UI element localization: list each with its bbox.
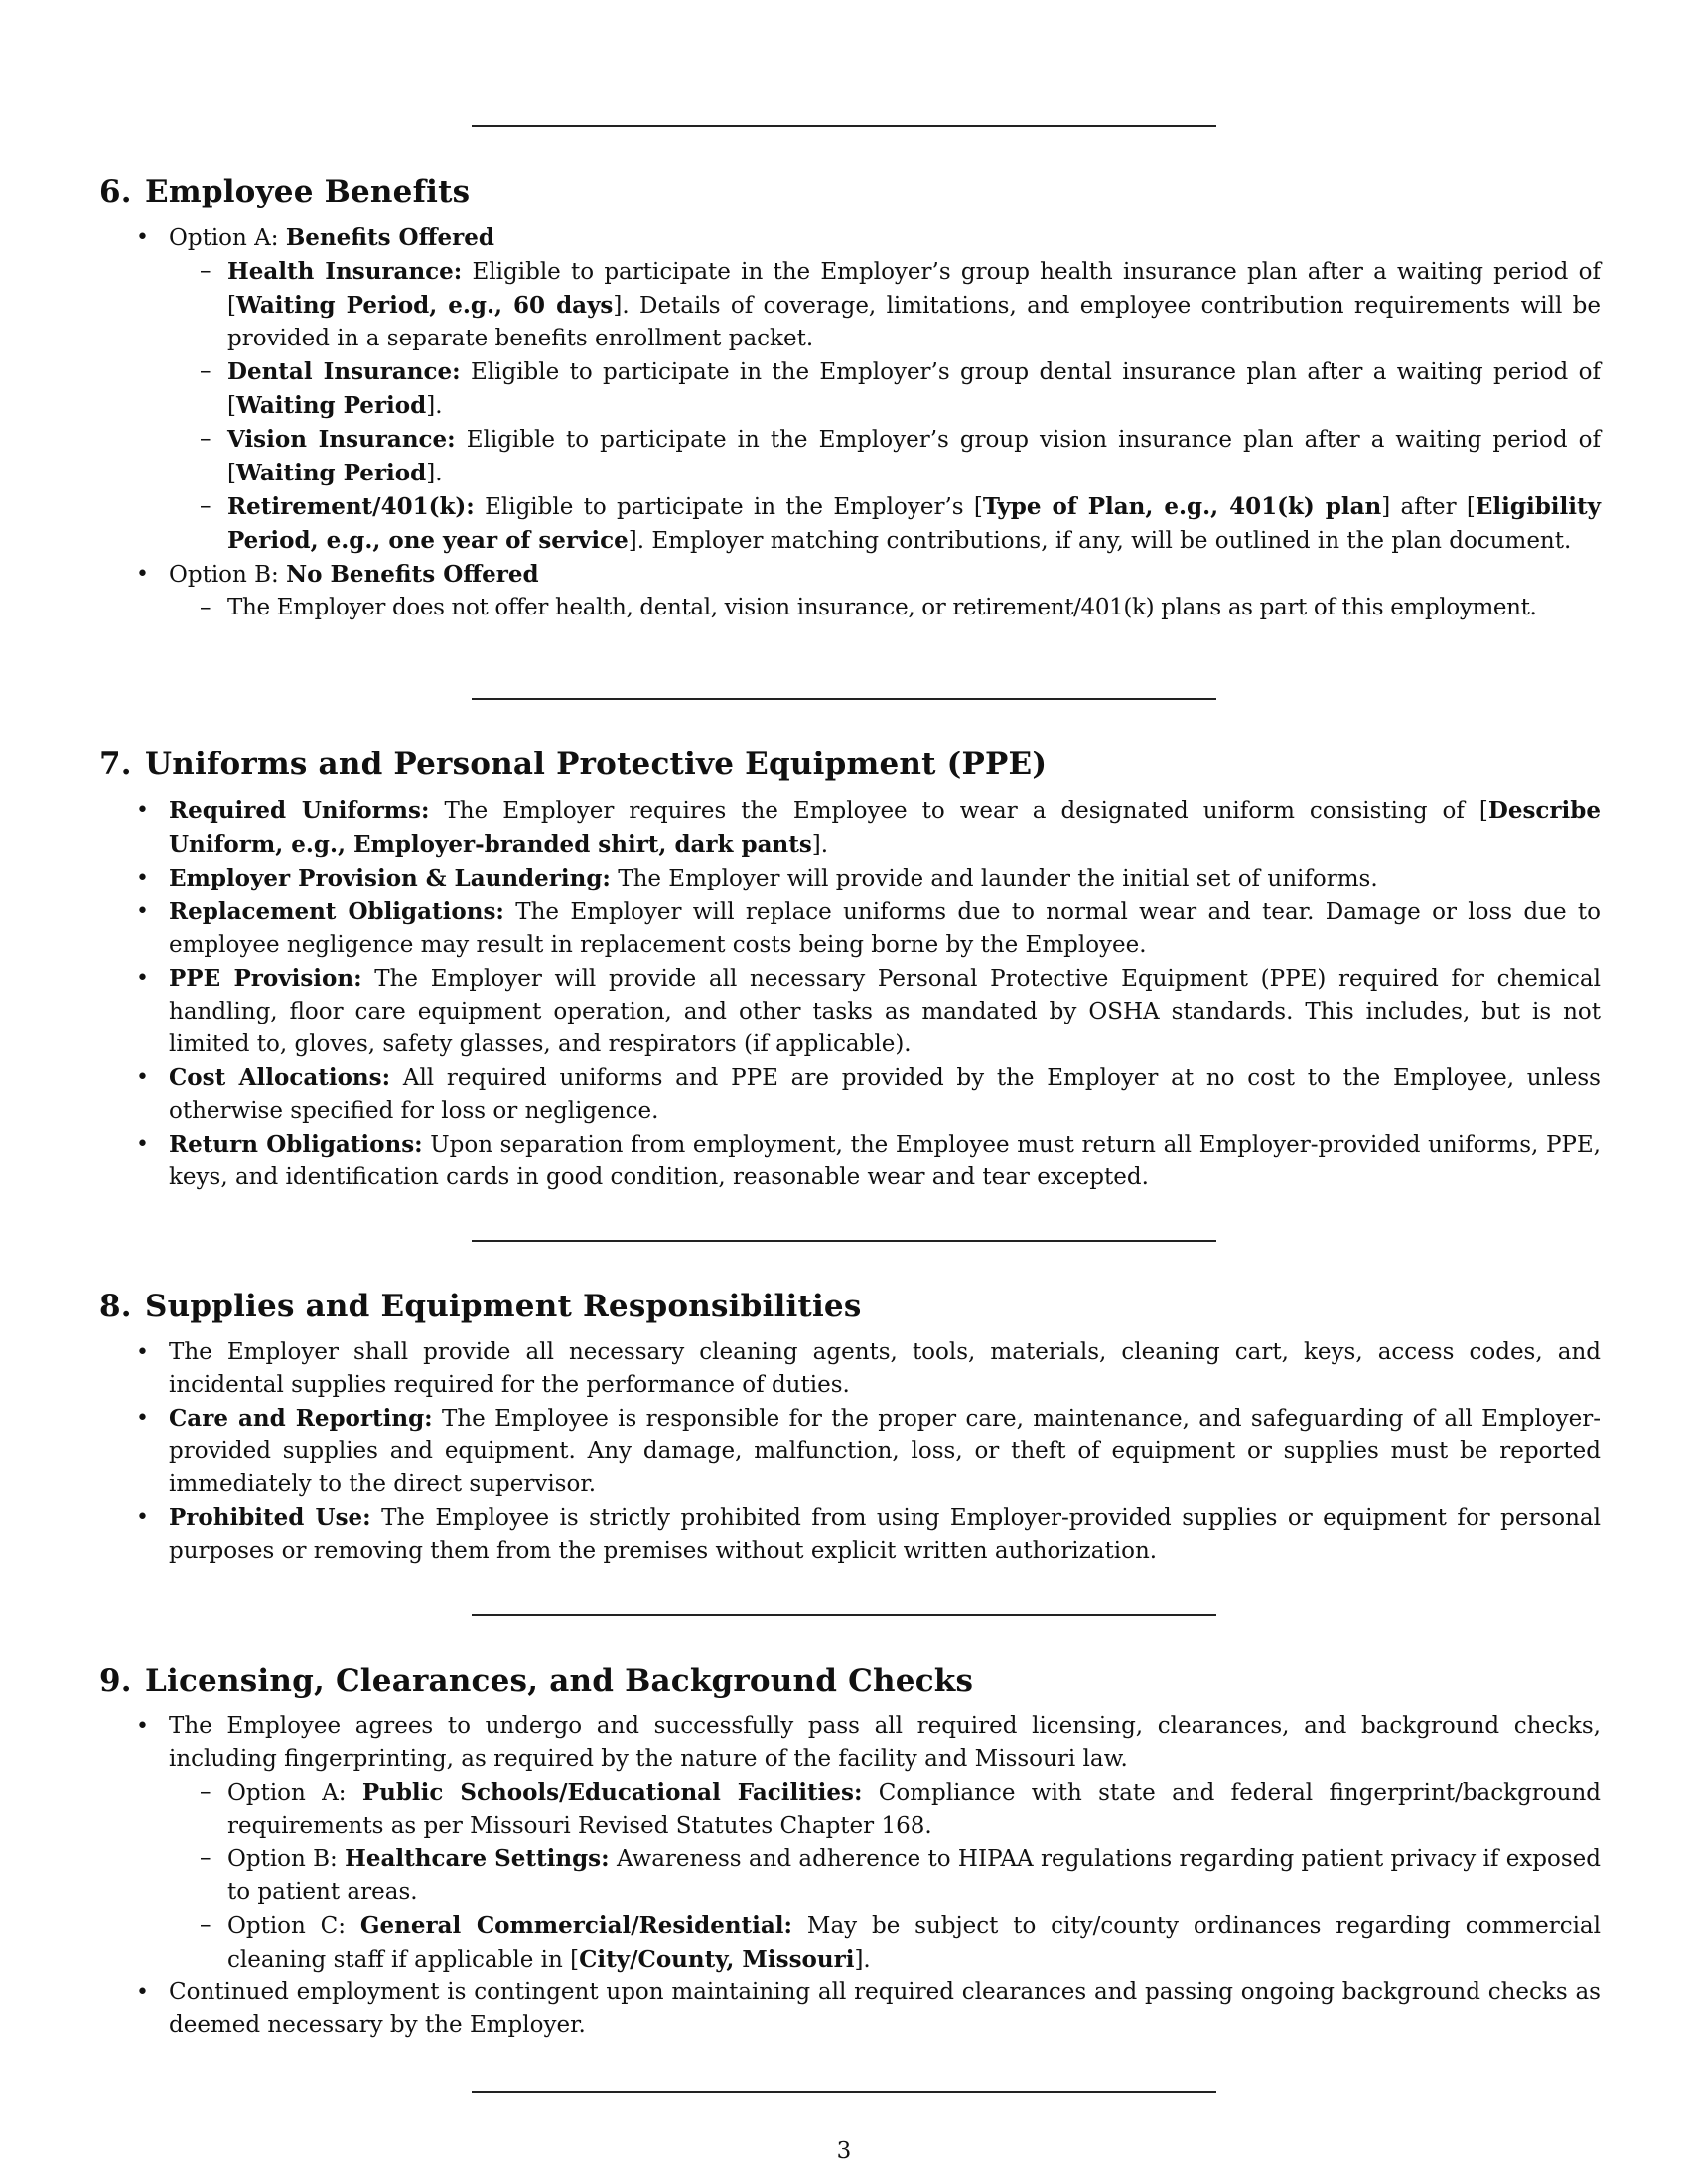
horizontal-rule [472,1614,1216,1616]
horizontal-rule [472,125,1216,127]
list-item: • Required Uniforms: The Employer requires the Employee to wear a designated uniform consisting of [Describe Uniform, e.g., Employer-branded shirt, dark pants]. [99,794,1601,862]
list-item: • Continued employment is contingent upon maintaining all required clearances and passing ongoing background checks as deemed necessary by the Employer. [99,1977,1601,2042]
list-item: – The Employer does not offer health, dental, vision insurance, or retirement/401(k) plans as part of this employment. [169,592,1601,624]
list-item: • Employer Provision & Laundering: The Employer will provide and launder the initial set of uniforms. [99,862,1601,895]
bullet-list [99,794,1601,1194]
list-item: – Option C: General Commercial/Residential: May be subject to city/county ordinances regarding commercial cleaning staff if applicable in [City/County, Missouri]. [169,1909,1601,1977]
section-supplies-equipment [99,1287,1601,1568]
sub-list [169,255,1601,558]
sub-list [169,1776,1601,1977]
section-heading: 6. Employee Benefits [99,174,471,209]
section-heading: 8. Supplies and Equipment Responsibilities [99,1289,862,1324]
bullet-list [99,1710,1601,2042]
list-item: • Care and Reporting: The Employee is responsible for the proper care, maintenance, and safeguarding of all Employer-provided supplies and equipment. Any damage, malfunction, loss, or theft of equipment or supplies must be reported immediately to the direct supervisor. [99,1402,1601,1501]
list-item: – Option B: Healthcare Settings: Awareness and adherence to HIPAA regulations regarding patient privacy if exposed to patient areas. [169,1843,1601,1909]
sub-list [169,592,1601,624]
list-item: • The Employee agrees to undergo and successfully pass all required licensing, clearances, and background checks, including fingerprinting, as required by the nature of the facility and Missouri law. – Option A: Public Schools/Educational Facilities: Compliance with state and federal fingerprint/background requirements as per Missouri Revised Statutes Chapter 168. – Option B: Healthcare Settings: Awareness and adherence to HIPAA regulations regarding patient privacy if exposed to patient areas. – Option C: General Commercial/Residential: May be subject to city/county ordinances regarding commercial cleaning staff if applicable in [City/County, Missouri]. [99,1710,1601,1977]
list-item: – Retirement/401(k): Eligible to participate in the Employer’s [Type of Plan, e.g., 401(k) plan] after [Eligibility Period, e.g., one year of service]. Employer matching contributions, if any, will be outlined in the plan document. [169,490,1601,558]
list-item: – Health Insurance: Eligible to participate in the Employer’s group health insurance plan after a waiting period of [Waiting Period, e.g., 60 days]. Details of coverage, limitations, and employee contribution requirements will be provided in a separate benefits enrollment packet. [169,255,1601,355]
section-heading: 7. Uniforms and Personal Protective Equipment (PPE) [99,747,1048,782]
list-item: • Option A: Benefits Offered – Health Insurance: Eligible to participate in the Employer’s group health insurance plan after a waiting period of [Waiting Period, e.g., 60 days]. Details of coverage, limitations, and employee contribution requirements will be provided in a separate benefits enrollment packet. – Dental Insurance: Eligible to participate in the Employer’s group dental insurance plan after a waiting period of [Waiting Period]. – Vision Insurance: Eligible to participate in the Employer’s group vision insurance plan after a waiting period of [Waiting Period]. – Retirement/401(k): Eligible to participate in the Employer’s [Type of Plan, e.g., 401(k) plan] after [Eligibility Period, e.g., one year of service]. Employer matching contributions, if any, will be outlined in the plan document. [99,221,1601,558]
section-heading: 9. Licensing, Clearances, and Background Checks [99,1663,974,1699]
section-licensing-clearances [99,1661,1601,2042]
list-item: • Prohibited Use: The Employee is strictly prohibited from using Employer-provided supplies or equipment for personal purposes or removing them from the premises without explicit written authorization. [99,1501,1601,1568]
list-item: • Return Obligations: Upon separation from employment, the Employee must return all Employer-provided uniforms, PPE, keys, and identification cards in good condition, reasonable wear and tear excepted. [99,1128,1601,1194]
list-item: – Vision Insurance: Eligible to participate in the Employer’s group vision insurance plan after a waiting period of [Waiting Period]. [169,423,1601,490]
list-item: – Dental Insurance: Eligible to participate in the Employer’s group dental insurance plan after a waiting period of [Waiting Period]. [169,355,1601,423]
section-uniforms-ppe [99,745,1601,1194]
list-item: • Replacement Obligations: The Employer will replace uniforms due to normal wear and tear. Damage or loss due to employee negligence may result in replacement costs being borne by the Employee. [99,895,1601,962]
bullet-list [99,1336,1601,1568]
list-item: – Option A: Public Schools/Educational Facilities: Compliance with state and federal fingerprint/background requirements as per Missouri Revised Statutes Chapter 168. [169,1776,1601,1843]
horizontal-rule [472,2091,1216,2093]
section-employee-benefits [99,172,1601,624]
list-item: • PPE Provision: The Employer will provide all necessary Personal Protective Equipment (PPE) required for chemical handling, floor care equipment operation, and other tasks as mandated by OSHA standards. This includes, but is not limited to, gloves, safety glasses, and respirators (if applicable). [99,962,1601,1061]
list-item: • Cost Allocations: All required uniforms and PPE are provided by the Employer at no cost to the Employee, unless otherwise specified for loss or negligence. [99,1061,1601,1128]
horizontal-rule [472,1240,1216,1242]
page-number: 3 [836,2138,852,2164]
list-item: • Option B: No Benefits Offered – The Employer does not offer health, dental, vision insurance, or retirement/401(k) plans as part of this employment. [99,558,1601,624]
list-item: • The Employer shall provide all necessary cleaning agents, tools, materials, cleaning cart, keys, access codes, and incidental supplies required for the performance of duties. [99,1336,1601,1402]
horizontal-rule [472,698,1216,700]
bullet-list [99,221,1601,624]
